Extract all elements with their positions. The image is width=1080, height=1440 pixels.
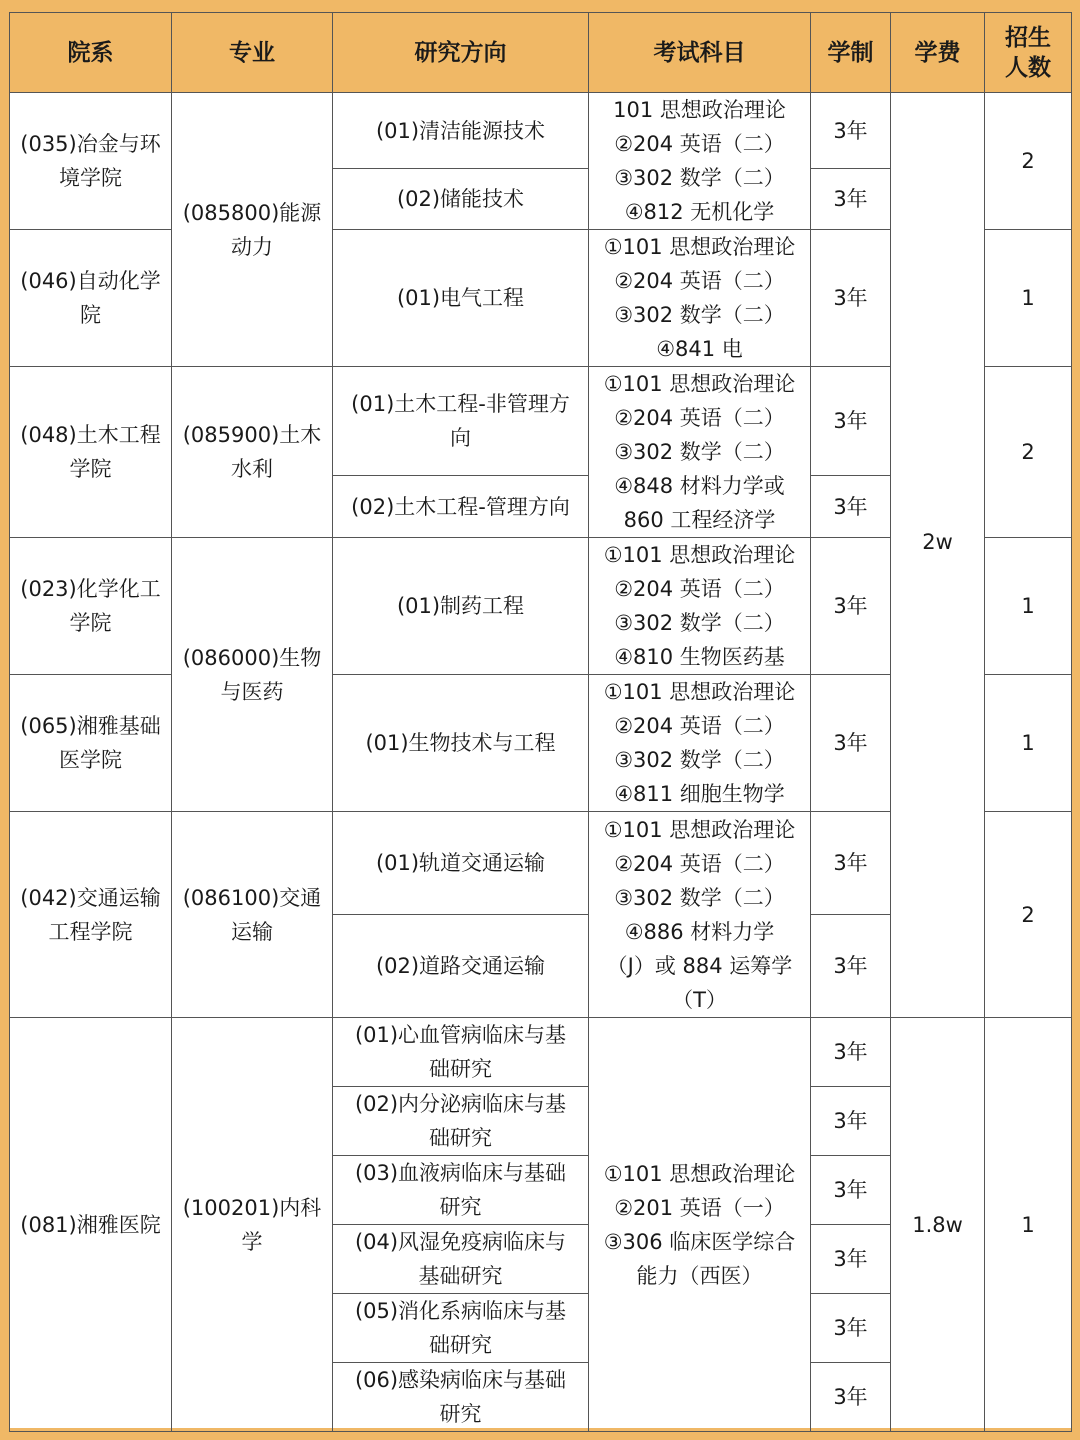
duration-cell: 3年 [811, 1363, 891, 1432]
duration-cell: 3年 [811, 169, 891, 230]
dept-cell: (046)自动化学 院 [10, 230, 172, 367]
enroll-cell: 1 [985, 675, 1072, 812]
fee-cell: 1.8w [891, 1018, 985, 1432]
direction-cell: (01)土木工程-非管理方 向 [333, 367, 589, 476]
dept-cell: (023)化学化工 学院 [10, 538, 172, 675]
enroll-cell: 2 [985, 93, 1072, 230]
major-cell: (100201)内科 学 [172, 1018, 333, 1432]
duration-cell: 3年 [811, 1156, 891, 1225]
major-cell: (086000)生物 与医药 [172, 538, 333, 812]
subjects-cell: ①101 思想政治理论 ②204 英语（二） ③302 数学（二） ④811 细胞生物学 [589, 675, 811, 812]
subjects-cell: ①101 思想政治理论 ②201 英语（一） ③306 临床医学综合 能力（西医） [589, 1018, 811, 1432]
direction-cell: (01)心血管病临床与基 础研究 [333, 1018, 589, 1087]
direction-cell: (02)内分泌病临床与基 础研究 [333, 1087, 589, 1156]
dept-cell: (042)交通运输 工程学院 [10, 812, 172, 1018]
header-direction: 研究方向 [333, 13, 589, 93]
direction-cell: (02)道路交通运输 [333, 915, 589, 1018]
header-duration: 学制 [811, 13, 891, 93]
direction-cell: (01)电气工程 [333, 230, 589, 367]
major-cell: (086100)交通 运输 [172, 812, 333, 1018]
subjects-cell: ①101 思想政治理论 ②204 英语（二） ③302 数学（二） ④841 电 [589, 230, 811, 367]
enroll-cell: 1 [985, 1018, 1072, 1432]
duration-cell: 3年 [811, 230, 891, 367]
duration-cell: 3年 [811, 675, 891, 812]
subjects-cell: 101 思想政治理论 ②204 英语（二） ③302 数学（二） ④812 无机化学 [589, 93, 811, 230]
duration-cell: 3年 [811, 367, 891, 476]
header-enroll: 招生 人数 [985, 13, 1072, 93]
dept-cell: (048)土木工程 学院 [10, 367, 172, 538]
enroll-cell: 1 [985, 538, 1072, 675]
duration-cell: 3年 [811, 1294, 891, 1363]
fee-cell [891, 93, 985, 1018]
direction-cell: (06)感染病临床与基础 研究 [333, 1363, 589, 1432]
direction-cell: (05)消化系病临床与基 础研究 [333, 1294, 589, 1363]
enrollment-table [9, 12, 1072, 1432]
direction-cell: (02)土木工程-管理方向 [333, 476, 589, 538]
subjects-cell: ①101 思想政治理论 ②204 英语（二） ③302 数学（二） ④886 材料力学 （J）或 884 运筹学 （T） [589, 812, 811, 1018]
duration-cell: 3年 [811, 1225, 891, 1294]
direction-cell: (01)轨道交通运输 [333, 812, 589, 915]
direction-cell: (02)储能技术 [333, 169, 589, 230]
header-subjects: 考试科目 [589, 13, 811, 93]
duration-cell: 3年 [811, 93, 891, 169]
direction-cell: (03)血液病临床与基础 研究 [333, 1156, 589, 1225]
table-header-row [10, 13, 1072, 93]
direction-cell: (04)风湿免疫病临床与 基础研究 [333, 1225, 589, 1294]
subjects-cell: ①101 思想政治理论 ②204 英语（二） ③302 数学（二） ④848 材料力学或 860 工程经济学 [589, 367, 811, 538]
duration-cell: 3年 [811, 476, 891, 538]
fee-value: 2w [922, 530, 953, 554]
duration-cell: 3年 [811, 915, 891, 1018]
header-major: 专业 [172, 13, 333, 93]
duration-cell: 3年 [811, 1087, 891, 1156]
enroll-cell: 1 [985, 230, 1072, 367]
enroll-cell: 2 [985, 367, 1072, 538]
dept-cell: (081)湘雅医院 [10, 1018, 172, 1432]
direction-cell: (01)生物技术与工程 [333, 675, 589, 812]
header-dept: 院系 [10, 13, 172, 93]
direction-cell: (01)清洁能源技术 [333, 93, 589, 169]
major-cell: (085900)土木 水利 [172, 367, 333, 538]
table-container [9, 12, 1071, 1428]
direction-cell: (01)制药工程 [333, 538, 589, 675]
header-fee: 学费 [891, 13, 985, 93]
duration-cell: 3年 [811, 1018, 891, 1087]
table-row [10, 93, 1072, 169]
duration-cell: 3年 [811, 812, 891, 915]
duration-cell: 3年 [811, 538, 891, 675]
dept-cell: (035)冶金与环 境学院 [10, 93, 172, 230]
table-row [10, 1018, 1072, 1087]
major-cell: (085800)能源 动力 [172, 93, 333, 367]
enroll-cell: 2 [985, 812, 1072, 1018]
subjects-cell: ①101 思想政治理论 ②204 英语（二） ③302 数学（二） ④810 生物医药基 [589, 538, 811, 675]
dept-cell: (065)湘雅基础 医学院 [10, 675, 172, 812]
